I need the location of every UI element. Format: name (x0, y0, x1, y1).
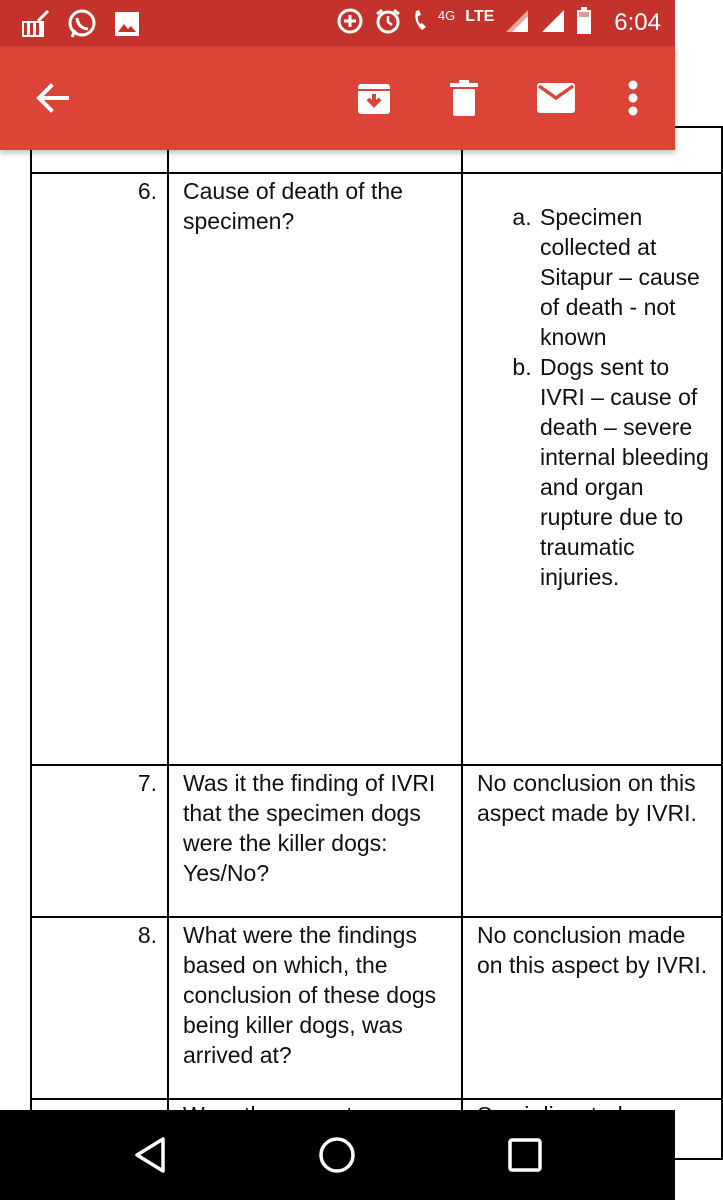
list-item: a. Specimen collected at Sitapur – cause of death - not known (538, 202, 711, 352)
system-icons (336, 6, 661, 40)
answer-cell (462, 173, 722, 765)
row-number: 7. (31, 765, 168, 917)
nav-back-icon[interactable] (125, 1132, 175, 1178)
qa-table (30, 126, 723, 1160)
table-row (31, 765, 722, 917)
nav-home-icon[interactable] (312, 1132, 362, 1178)
alarm-icon (374, 7, 402, 40)
question-cell: What were the findings based on which, the conclusion of these dogs being killer dogs, was arrived at? (168, 917, 462, 1099)
question-cell: Cause of death of the specimen? (168, 173, 462, 765)
table-row (31, 173, 722, 765)
signal-icon-1 (504, 8, 530, 39)
app-bar (0, 46, 675, 150)
back-arrow-icon[interactable] (30, 76, 74, 120)
signal-icon-2 (540, 8, 566, 39)
navigation-bar (0, 1110, 675, 1200)
whatsapp-icon (66, 8, 98, 45)
image-icon (114, 11, 140, 42)
nav-recents-icon[interactable] (500, 1132, 550, 1178)
cleaner-broom-icon (18, 9, 50, 44)
notification-icons (18, 8, 140, 45)
document-viewer[interactable] (0, 150, 709, 1110)
battery-icon (576, 7, 592, 40)
table-row (31, 917, 722, 1099)
delete-icon[interactable] (444, 76, 484, 120)
data-saver-icon (336, 7, 364, 40)
answer-cell: No conclusion on this aspect made by IVRI. (462, 765, 722, 917)
question-cell: Was it the finding of IVRI that the specimen dogs were the killer dogs: Yes/No? (168, 765, 462, 917)
answer-list (463, 202, 711, 592)
more-vert-icon[interactable] (618, 76, 648, 120)
row-number: 6. (31, 173, 168, 765)
archive-icon[interactable] (354, 78, 394, 118)
row-number: 8. (31, 917, 168, 1099)
answer-cell: No conclusion made on this aspect by IVRI. (462, 917, 722, 1099)
volte-call-icon (412, 8, 434, 39)
status-time: 6:04 (614, 9, 661, 36)
network-type-label: LTE (465, 8, 495, 25)
network-sub-label: 4G (437, 7, 456, 23)
status-bar (0, 0, 675, 46)
mail-icon[interactable] (532, 78, 580, 118)
list-item: b. Dogs sent to IVRI – cause of death – severe internal bleeding and organ rupture due to traumatic injuries. (538, 352, 711, 592)
